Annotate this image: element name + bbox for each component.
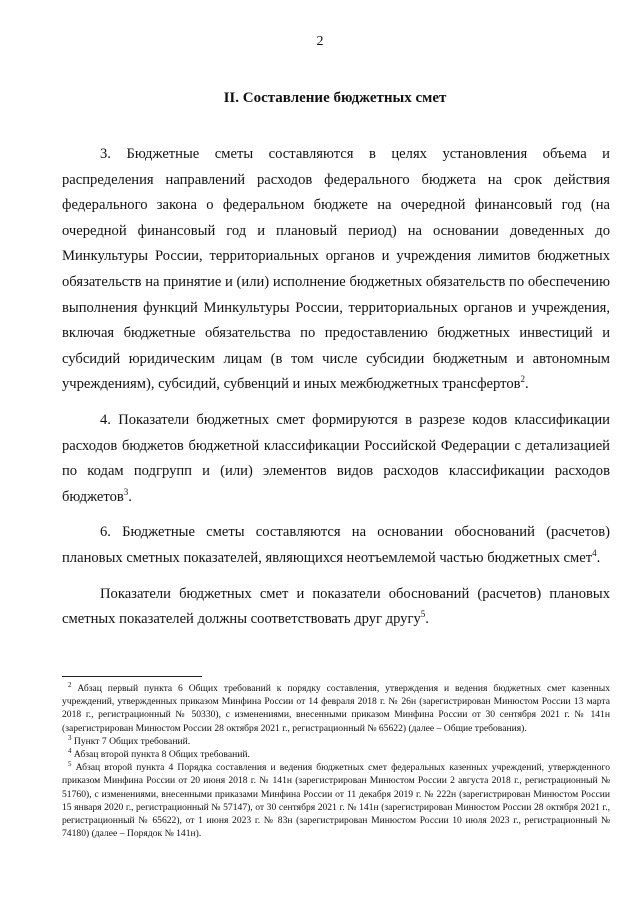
footnotes xyxy=(62,682,610,840)
footnote-reference[interactable]: 4 xyxy=(592,548,597,559)
footnote-2 xyxy=(62,682,610,735)
body-text xyxy=(62,142,610,643)
footnote-3 xyxy=(62,735,610,748)
page-number: 2 xyxy=(316,34,324,49)
footnote-number: 5 xyxy=(68,760,72,769)
paragraph-text: 4. Показатели бюджетных смет формируются в разрезе кодов классификации расходов бюджетов бюджетной классификации Российской Федерации с детализацией по кодам подгрупп и (или) элементов видов расходов классификации расходов бюджетов xyxy=(62,411,610,505)
footnote-reference[interactable]: 2 xyxy=(520,374,526,385)
footnote-5 xyxy=(62,761,610,840)
footnote-divider xyxy=(62,676,202,677)
footnote-text: Абзац первый пункта 6 Общих требований к порядку составления, утверждения и ведения бюджетных смет казенных учреждений, утвержденных приказом Минфина России от 14 февраля 2018 г. № 26н (зарегистрирован Минюстом России 13 марта 2018 г., регистрационный № 50330), с изменениями, внесенными приказом Минфина России от 30 сентября 2021 г. № 141н (зарегистрирован Минюстом России 28 октября 2021 г., регистрационный № 65622) (далее – Общие требования). xyxy=(62,683,610,734)
footnote-number: 3 xyxy=(68,733,72,742)
footnote-text: Пункт 7 Общих требований. xyxy=(73,735,191,747)
footnote-number: 2 xyxy=(68,680,72,689)
paragraph-text: 6. Бюджетные сметы составляются на основании обоснований (расчетов) плановых сметных показателей, являющихся неотъемлемой частью бюджетных смет xyxy=(62,524,610,566)
paragraph-6: 6. Бюджетные сметы составляются на основании обоснований (расчетов) плановых сметных показателей, являющихся неотъемлемой частью бюджетных смет$^4$. xyxy=(62,524,610,566)
footnote-4 xyxy=(62,748,610,761)
paragraph-text: 3. Бюджетные сметы составляются в целях установления объема и распределения направлений расходов федерального бюджета на срок действия федерального закона о федеральном бюджете на очередной финансовый год (на очередной финансовый год и плановый период) на основании доведенных до Минкультуры России, территориальных органов и учреждения лимитов бюджетных обязательств на принятие и (или) исполнение бюджетных обязательств по обеспечению выполнения функций Минкультуры России, территориальных органов и учреждения, включая бюджетные обязательства по предоставлению бюджетных инвестиций и субсидий юридическим лицам (в том числе субсидии бюджетным и автономным учреждениям), субсидий, субвенций и иных межбюджетных трансфертов xyxy=(62,146,610,393)
footnote-reference[interactable]: 3 xyxy=(123,486,129,497)
footnote-text: Абзац второй пункта 4 Порядка составления и ведения бюджетных смет федеральных казенных учреждений, утвержденного приказом Минфина России от 20 июня 2018 г. № 141н (зарегистрирован Минюстом России 2 августа 2018 г., регистрационный № 51760), с изменениями, внесенными приказами Минфина России от 11 декабря 2019 г. № 222н (зарегистрирован Минюстом России 15 января 2020 г., регистрационный № 57147), от 30 сентября 2021 г. № 141н (зарегистрирован Минюстом России 28 октября 2021 г., регистрационный № 65622), от 1 июня 2023 г. № 83н (зарегистрирован Минюстом России 10 июля 2023 г., регистрационный № 74180) (далее – Порядок № 141н). xyxy=(62,762,610,840)
paragraph-4: 4. Показатели бюджетных смет формируются в разрезе кодов классификации расходов бюджетов бюджетной классификации Российской Федерации с детализацией по кодам подгрупп и (или) элементов видов расходов классификации расходов бюджетов$^3$. xyxy=(62,411,610,505)
paragraph-text: Показатели бюджетных смет и показатели обоснований (расчетов) плановых сметных показателей должны соответствовать друг другу xyxy=(62,585,610,628)
footnote-number: 4 xyxy=(68,746,72,755)
footnote-reference[interactable]: 5 xyxy=(420,609,426,620)
paragraph-3: 3. Бюджетные сметы составляются в целях установления объема и распределения направлений расходов федерального бюджета на срок действия федерального закона о федеральном бюджете на очередной финансовый год (на очередной финансовый год и плановый период) на основании доведенных до Минкультуры России, территориальных органов и учреждения лимитов бюджетных обязательств на принятие и (или) исполнение бюджетных обязательств по обеспечению выполнения функций Минкультуры России, территориальных органов и учреждения, включая бюджетные обязательства по предоставлению бюджетных инвестиций и субсидий юридическим лицам (в том числе субсидии бюджетным и автономным учреждениям), субсидий, субвенций и иных межбюджетных трансфертов$^2$. xyxy=(62,146,610,393)
section-title: II. Составление бюджетных смет xyxy=(223,90,447,106)
footnote-text: Абзац второй пункта 8 Общих требований. xyxy=(73,749,250,761)
paragraph-6-continued: Показатели бюджетных смет и показатели обоснований (расчетов) плановых сметных показателей должны соответствовать друг другу$^5$. xyxy=(62,585,610,628)
